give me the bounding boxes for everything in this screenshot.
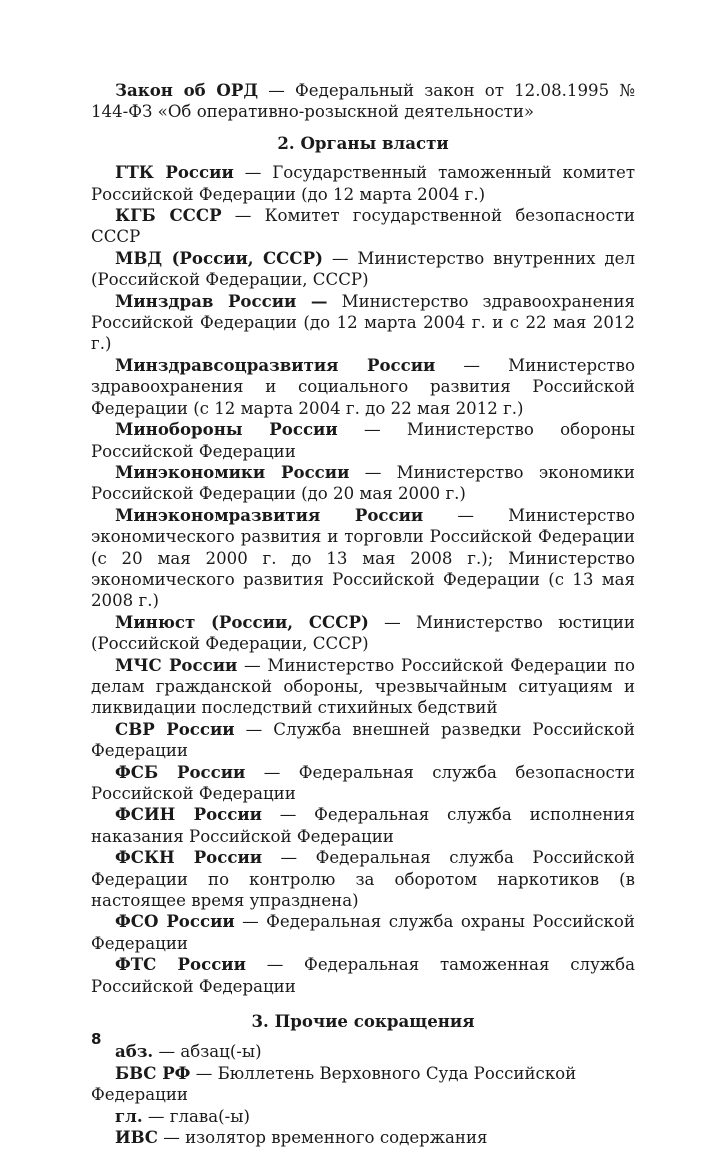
- entry-definition: — Министерство экономики Российской Федерации (до 20 мая 2000 г.): [91, 462, 635, 504]
- list-item: [91, 804, 635, 847]
- entry-term: ФСКН России: [115, 847, 263, 868]
- entry-term: ФСО России: [115, 911, 235, 932]
- entry-definition: — Федеральная таможенная служба Российской Федерации: [91, 955, 635, 996]
- list-item: [91, 762, 635, 805]
- entry-term: ФСБ России: [115, 761, 246, 782]
- entry-term: Закон об ОРД: [115, 80, 259, 100]
- section-heading-authorities: 2. Органы власти: [277, 132, 449, 153]
- page-number: 8: [91, 1030, 102, 1048]
- entry-term: КГБ СССР: [115, 205, 222, 226]
- entry-definition: — Министерство юстиции (Российской Федерации, СССР): [91, 612, 635, 654]
- entry-definition: — Служба внешней разведки Российской Федерации: [91, 719, 635, 761]
- list-item: [91, 612, 635, 655]
- list-item: [91, 355, 635, 419]
- list-item: [91, 847, 635, 911]
- entry-term: Минэкономики России: [115, 461, 350, 482]
- entry-term: Минздравсоцразвития России: [115, 354, 436, 375]
- entry-definition: — Комитет государственной безопасности СССР: [91, 206, 635, 247]
- entry-term: Минэкономразвития России: [115, 504, 424, 525]
- entry-term: МВД (России, СССР): [115, 247, 323, 268]
- list-item: [91, 291, 635, 355]
- entry-term: ИВС: [115, 1127, 158, 1148]
- entry-definition: — Федеральная служба Российской Федерации по контролю за оборотом наркотиков (в настоящее время упразднена): [91, 848, 635, 911]
- list-item: [91, 248, 635, 291]
- entry-definition: — Министерство экономического развития и торговли Российской Федерации (с 20 мая 2000 г. до 13 мая 2008 г.); Министерство экономического развития Российской Федерации (с 13 мая 2008 г.): [91, 505, 635, 611]
- entry-term: БВС РФ: [115, 1062, 191, 1083]
- entry-term: гл.: [115, 1105, 143, 1126]
- entry-definition: — абзац(-ы): [153, 1042, 262, 1062]
- entry-term: МЧС России: [115, 654, 238, 675]
- entry-definition: — Государственный таможенный комитет Российской Федерации (до 12 марта 2004 г.): [91, 163, 635, 204]
- entry-term: ФТС России: [115, 954, 246, 975]
- entry-definition: — Бюллетень Верховного Суда Российской Федерации: [91, 1063, 577, 1105]
- list-item: [91, 911, 635, 954]
- list-item: [91, 162, 635, 205]
- page-body: [91, 80, 635, 1149]
- section-heading-other: 3. Прочие сокращения: [251, 1011, 475, 1032]
- entry-definition: — Федеральная служба охраны Российской Федерации: [91, 912, 635, 953]
- authorities-list: [91, 162, 635, 997]
- entry-term: Минюст (России, СССР): [115, 611, 369, 632]
- entry-definition: — Федеральный закон от 12.08.1995 № 144-ФЗ «Об оперативно-розыскной деятельности»: [91, 81, 636, 122]
- entry-definition: — Федеральная служба исполнения наказания Российской Федерации: [91, 805, 636, 846]
- list-item: [91, 462, 635, 505]
- entry-term: Минздрав России —: [115, 290, 328, 311]
- list-item: [91, 1106, 635, 1127]
- entry-definition: — Федеральная служба безопасности Российской Федерации: [91, 762, 636, 803]
- entry-term: Минобороны России: [115, 419, 338, 440]
- list-item: [91, 1127, 635, 1148]
- list-item: [91, 655, 635, 719]
- entry-definition: — изолятор временного содержания: [157, 1128, 488, 1148]
- list-item: [91, 1041, 635, 1062]
- entry-term: ГТК России: [115, 162, 234, 183]
- entry-definition: — Министерство обороны Российской Федерации: [91, 420, 635, 461]
- other-abbreviations-list: [91, 1041, 635, 1148]
- list-item: [91, 1063, 635, 1106]
- list-item: [91, 205, 635, 248]
- entry-definition: Министерство здравоохранения Российской Федерации (до 12 марта 2004 г. и с 22 мая 2012 г.): [91, 291, 636, 354]
- list-item: [91, 419, 635, 462]
- entry-term: СВР России: [115, 718, 235, 739]
- entry-ord-law: [91, 80, 635, 123]
- list-item: [91, 719, 635, 762]
- list-item: [91, 505, 635, 612]
- entry-definition: — Министерство внутренних дел (Российской Федерации, СССР): [91, 248, 635, 290]
- entry-definition: — Министерство Российской Федерации по делам гражданской обороны, чрезвычайным ситуациям и ликвидации последствий стихийных бедствий: [91, 655, 635, 718]
- entry-term: абз.: [115, 1041, 154, 1062]
- entry-definition: — Министерство здравоохранения и социального развития Российской Федерации (с 12 марта 2004 г. до 22 мая 2012 г.): [91, 355, 635, 418]
- list-item: [91, 954, 635, 997]
- entry-definition: — глава(-ы): [142, 1106, 250, 1126]
- entry-term: ФСИН России: [115, 804, 262, 825]
